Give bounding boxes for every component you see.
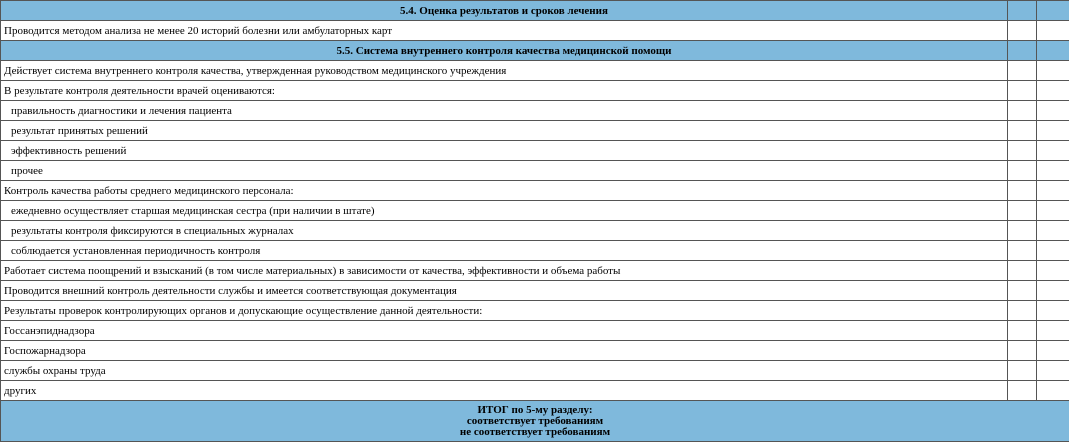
row-label: Работает система поощрений и взысканий (в том числе материальных) в зависимости от качества, эффективности и объема работы — [1, 261, 1008, 281]
check-cell-a[interactable] — [1008, 81, 1037, 101]
check-cell-a[interactable] — [1008, 241, 1037, 261]
check-cell-a[interactable] — [1008, 381, 1037, 401]
check-cell-a[interactable] — [1008, 361, 1037, 381]
check-cell-b[interactable] — [1037, 121, 1069, 141]
row-label: ежедневно осуществляет старшая медицинская сестра (при наличии в штате) — [1, 201, 1008, 221]
table-row — [1, 61, 1069, 81]
table-row — [1, 221, 1069, 241]
check-cell-a[interactable] — [1008, 41, 1037, 61]
check-cell-a[interactable] — [1008, 281, 1037, 301]
check-cell-a[interactable] — [1008, 221, 1037, 241]
check-cell-b[interactable] — [1037, 1, 1069, 21]
row-label: правильность диагностики и лечения пациента — [1, 101, 1008, 121]
check-cell-b[interactable] — [1037, 21, 1069, 41]
table-row — [1, 101, 1069, 121]
row-label: других — [1, 381, 1008, 401]
check-cell-a[interactable] — [1008, 181, 1037, 201]
table-row — [1, 181, 1069, 201]
table-row — [1, 241, 1069, 261]
row-label: результаты контроля фиксируются в специальных журналах — [1, 221, 1008, 241]
table-row — [1, 341, 1069, 361]
table-row — [1, 321, 1069, 341]
check-cell-b[interactable] — [1037, 381, 1069, 401]
section-header-5-5 — [1, 41, 1069, 61]
table-row — [1, 121, 1069, 141]
total-compliant: соответствует требованиям — [466, 414, 604, 427]
section-title: 5.4. Оценка результатов и сроков лечения — [1, 1, 1008, 21]
table-row — [1, 81, 1069, 101]
row-label: Госпожарнадзора — [1, 341, 1008, 361]
total-title: ИТОГ по 5-му разделу: — [477, 403, 593, 416]
check-cell-a[interactable] — [1008, 61, 1037, 81]
row-label: эффективность решений — [1, 141, 1008, 161]
section-title: 5.5. Система внутреннего контроля качества медицинской помощи — [1, 41, 1008, 61]
check-cell-b[interactable] — [1037, 321, 1069, 341]
check-cell-a[interactable] — [1008, 161, 1037, 181]
check-cell-b[interactable] — [1037, 341, 1069, 361]
table-row — [1, 161, 1069, 181]
check-cell-a[interactable] — [1008, 321, 1037, 341]
check-cell-b[interactable] — [1037, 61, 1069, 81]
check-cell-b[interactable] — [1037, 281, 1069, 301]
row-label: Проводится внешний контроль деятельности службы и имеется соответствующая документация — [1, 281, 1008, 301]
check-cell-b[interactable] — [1037, 161, 1069, 181]
check-cell-b[interactable] — [1037, 301, 1069, 321]
check-cell-a[interactable] — [1008, 21, 1037, 41]
check-cell-b[interactable] — [1037, 261, 1069, 281]
check-cell-b[interactable] — [1037, 201, 1069, 221]
check-cell-b[interactable] — [1037, 41, 1069, 61]
check-cell-b[interactable] — [1037, 181, 1069, 201]
row-label: результат принятых решений — [1, 121, 1008, 141]
row-label: соблюдается установленная периодичность контроля — [1, 241, 1008, 261]
table-row — [1, 261, 1069, 281]
table-row — [1, 381, 1069, 401]
check-cell-b[interactable] — [1037, 241, 1069, 261]
row-label: службы охраны труда — [1, 361, 1008, 381]
row-label: Результаты проверок контролирующих органов и допускающие осуществление данной деятельности: — [1, 301, 1008, 321]
table-row — [1, 141, 1069, 161]
total-noncompliant: не соответствует требованиям — [459, 425, 611, 438]
check-cell-b[interactable] — [1037, 101, 1069, 121]
row-label: Госсанэпиднадзора — [1, 321, 1008, 341]
table-row — [1, 281, 1069, 301]
table-row — [1, 301, 1069, 321]
section-total — [1, 401, 1069, 442]
row-label: прочее — [1, 161, 1008, 181]
check-cell-a[interactable] — [1008, 121, 1037, 141]
check-cell-a[interactable] — [1008, 1, 1037, 21]
check-cell-a[interactable] — [1008, 141, 1037, 161]
row-label: В результате контроля деятельности врачей оцениваются: — [1, 81, 1008, 101]
check-cell-b[interactable] — [1037, 141, 1069, 161]
check-cell-b[interactable] — [1037, 81, 1069, 101]
check-cell-a[interactable] — [1008, 301, 1037, 321]
check-cell-a[interactable] — [1008, 341, 1037, 361]
check-cell-b[interactable] — [1037, 221, 1069, 241]
table-row — [1, 201, 1069, 221]
section-total-row — [1, 401, 1069, 442]
table-row — [1, 361, 1069, 381]
check-cell-b[interactable] — [1037, 361, 1069, 381]
section-header-5-4 — [1, 1, 1069, 21]
check-cell-a[interactable] — [1008, 261, 1037, 281]
row-label: Проводится методом анализа не менее 20 историй болезни или амбулаторных карт — [1, 21, 1008, 41]
table-row — [1, 21, 1069, 41]
check-cell-a[interactable] — [1008, 101, 1037, 121]
row-label: Контроль качества работы среднего медицинского персонала: — [1, 181, 1008, 201]
check-cell-a[interactable] — [1008, 201, 1037, 221]
row-label: Действует система внутреннего контроля качества, утвержденная руководством медицинского учреждения — [1, 61, 1008, 81]
